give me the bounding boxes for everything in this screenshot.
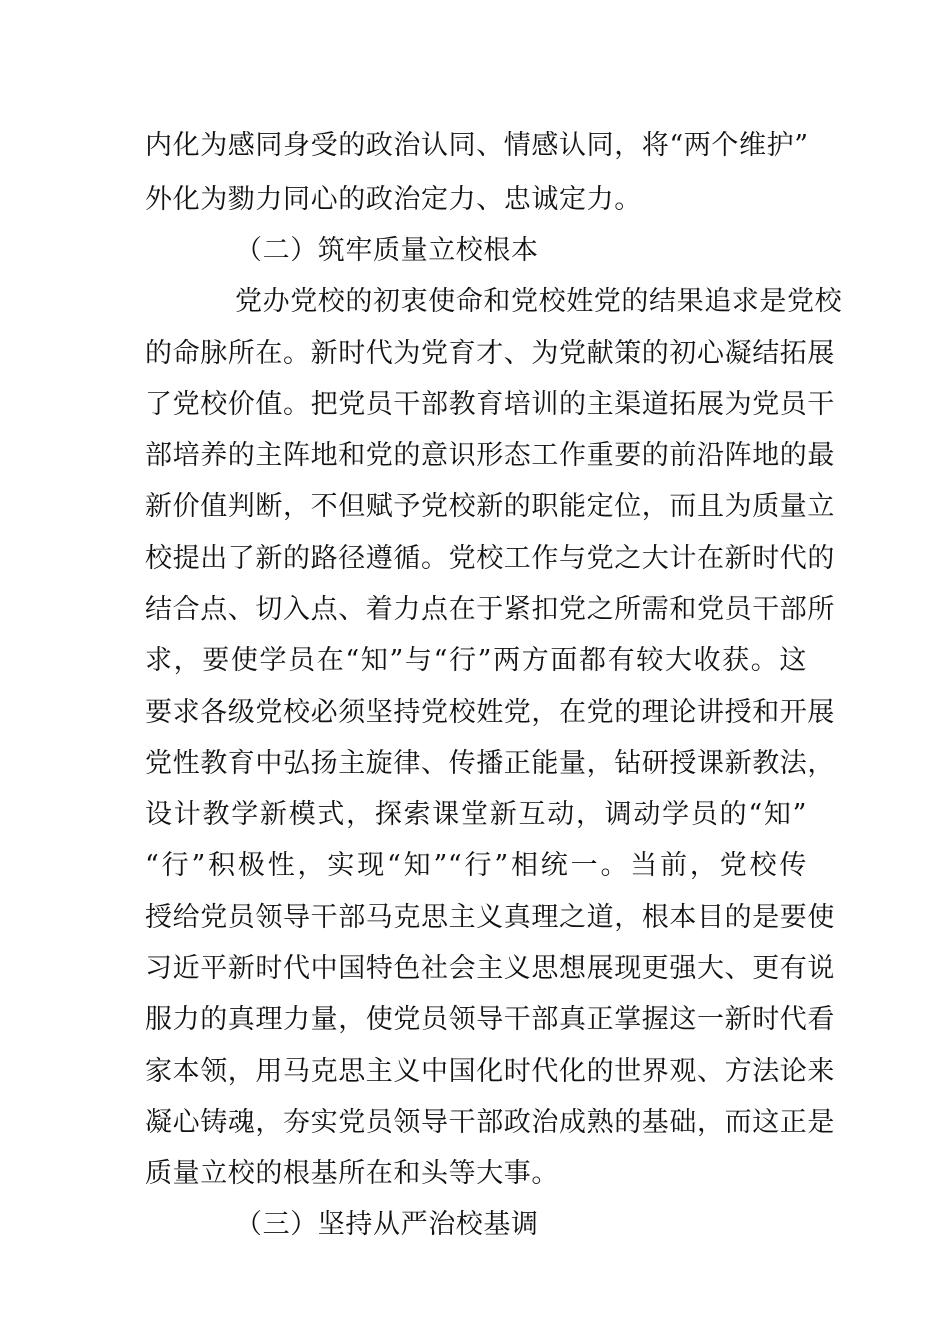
- text-line: 结合点、切入点、着力点在于紧扣党之所需和党员干部所: [145, 594, 835, 625]
- text-line: 党性教育中弘扬主旋律、传播正能量，钻研授课新教法，: [145, 748, 835, 779]
- text-line: 家本领，用马克思主义中国化时代化的世界观、方法论来: [145, 1056, 835, 1087]
- text-line: 服力的真理力量，使党员领导干部真正掌握这一新时代看: [145, 1004, 835, 1035]
- text-line: 质量立校的根基所在和头等大事。: [145, 1158, 559, 1189]
- text-line: 设计教学新模式，探索课堂新互动，调动学员的“知”: [145, 799, 807, 830]
- text-line: 新价值判断，不但赋予党校新的职能定位，而且为质量立: [145, 491, 835, 522]
- text-line: 要求各级党校必须坚持党校姓党，在党的理论讲授和开展: [145, 697, 835, 728]
- text-line: 的命脉所在。新时代为党育才、为党献策的初心凝结拓展: [145, 338, 835, 369]
- text-line: 凝心铸魂，夯实党员领导干部政治成熟的基础，而这正是: [145, 1107, 835, 1138]
- text-line: 习近平新时代中国特色社会主义思想展现更强大、更有说: [145, 953, 835, 984]
- text-line: 外化为勠力同心的政治定力、忠诚定力。: [145, 184, 642, 215]
- text-line: 校提出了新的路径遵循。党校工作与党之大计在新时代的: [145, 543, 835, 574]
- text-line: 授给党员领导干部马克思主义真理之道，根本目的是要使: [145, 902, 835, 933]
- text-line: “行”积极性，实现“知”“行”相统一。当前，党校传: [145, 850, 807, 881]
- section-heading-2: （二）筑牢质量立校根本: [235, 235, 539, 266]
- text-line: 部培养的主阵地和党的意识形态工作重要的前沿阵地的最: [145, 440, 835, 471]
- text-line: 内化为感同身受的政治认同、情感认同，将“两个维护”: [145, 130, 809, 161]
- text-line: 求，要使学员在“知”与“行”两方面都有较大收获。这: [145, 645, 807, 676]
- text-line: 了党校价值。把党员干部教育培训的主渠道拓展为党员干: [145, 389, 835, 420]
- paragraph-first-line: 党办党校的初衷使命和党校姓党的结果追求是党校: [235, 286, 843, 317]
- section-heading-3: （三）坚持从严治校基调: [235, 1209, 539, 1240]
